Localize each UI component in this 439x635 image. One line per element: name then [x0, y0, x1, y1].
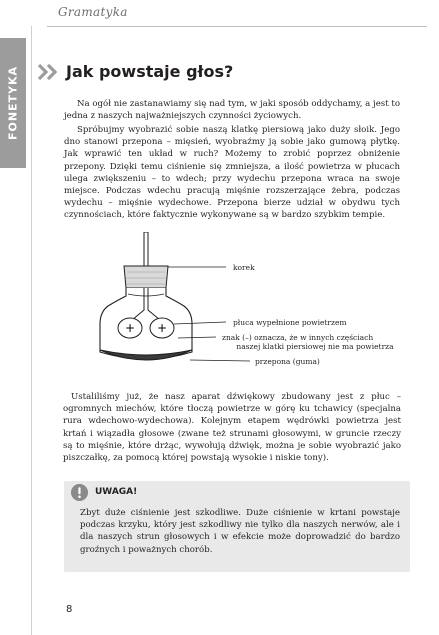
double-chevron-icon: [37, 63, 61, 81]
trachea-tube: [144, 232, 148, 266]
paragraph-voice-apparatus: Ustaliliśmy już, że nasz aparat dźwiękowy zbudowany jest z płuc – ogromnych miechów, które tłoczą powietrze w górę ku tchawicy (specjalna rura wdechowo-wydechowa). Kolejnym etapem wędrówki powietrza jest krtań i wiązadła głosowe (zwane też strunami głosowymi, w gruncie rzeczy są to mięśnie, które drżąc, wywołują dźwięk, można je sobie wyobrazić jako piszczałkę, za pomocą której powstają wysokie i niskie tony).: [63, 392, 401, 464]
lung-left-sign: +: [124, 321, 136, 335]
label-lungs: płuca wypełnione powietrzem: [233, 318, 347, 327]
paragraph-intro: Na ogół nie zastanawiamy się nad tym, w jaki sposób oddychamy, a jest to jedna z naszych najważniejszych czynności życiowych.: [64, 99, 401, 122]
label-sign-line1: znak (–) oznacza, że w innych częściach: [222, 333, 374, 342]
warning-text: Zbyt duże ciśnienie jest szkodliwe. Duże ciśnienie w krtani powstaje podczas krzyku, który jest szkodliwy nie tylko dla naszych nerwów, ale i dla naszych strun głosowych i w efekcie może doprowadzić do bardzo groźnych i poważnych chorób.: [80, 508, 400, 555]
alert-icon: [71, 484, 88, 501]
leader-diaphragm: [190, 360, 250, 361]
paragraph-jar-analogy: Spróbujmy wyobrazić sobie naszą klatkę piersiową jako duży słoik. Jego dno stanowi przepona – mięsień, wyobraźmy ją sobie jako gumową płytkę. Jak wprawić ten układ w ruch? Możemy to zrobić poprzez obniżenie przepony. Dzięki temu ciśnienie się zmniejsza, a ilość powietrza w płucach ulega zwiększeniu – to wdech; przy wydechu przepona wraca na swoje miejsce. Podczas wdechu pracują mięśnie rozszerzające żebra, podczas wydechu – mięśnie wydechowe. Przepona bierze udział w obydwu tych czynnościach, które faktycznie wykonywane są w bardzo szybkim tempie.: [64, 125, 400, 221]
warning-title: UWAGA!: [95, 487, 138, 497]
label-cork: korek: [233, 263, 255, 272]
label-sign-line2: naszej klatki piersiowej nie ma powietrza: [236, 342, 394, 351]
page-number: 8: [66, 604, 73, 615]
section-tab-label: FONETYKA: [6, 65, 20, 141]
running-title: Gramatyka: [58, 5, 128, 19]
section-title: Jak powstaje głos?: [66, 62, 234, 81]
section-tab: [0, 38, 26, 168]
cork: [124, 266, 168, 288]
label-diaphragm: przepona (guma): [255, 357, 320, 366]
lung-right-sign: +: [156, 321, 168, 335]
